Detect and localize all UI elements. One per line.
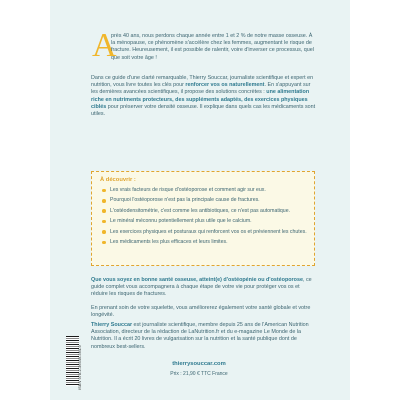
- audience-highlight: Que vous soyez en bonne santé osseuse, atteint(e) d'ostéopénie ou d'ostéoporose: [91, 277, 303, 283]
- bullet-icon: [102, 241, 106, 245]
- list-item-text: Les vrais facteurs de risque d'ostéoporose et comment agir sur eux.: [110, 187, 266, 193]
- bullet-icon: [102, 199, 106, 203]
- intro-paragraph: près 40 ans, nous perdons chaque année entre 1 et 2 % de notre masse osseuse. À la ménopause, ce phénomène s'accélère chez les femmes, augmentant le risque de fracture. Heureusement, il est possible de ralentir, voire d'inverser ce processus, quel que soit votre âge !: [111, 33, 314, 61]
- list-item: [102, 197, 310, 204]
- list-item-text: Les exercices physiques et posturaux qui renforcent vos os et préviennent les chutes.: [110, 228, 307, 235]
- list-item-text: L'ostéodensitométrie, c'est comme les antibiotiques, ce n'est pas automatique.: [110, 207, 291, 214]
- audience-text: , ce guide complet vous accompagnera à chaque étape de votre vie pour protéger vos os et réduire les risques de fractures.: [91, 277, 312, 298]
- list-item-text: Le minéral méconnu potentiellement plus utile que le calcium.: [110, 218, 252, 225]
- bullet-icon: [102, 220, 106, 224]
- bullet-icon: [102, 189, 106, 193]
- closing-paragraph: En prenant soin de votre squelette, vous améliorerez également votre santé globale et votre longévité.: [91, 305, 311, 319]
- description-paragraph: [91, 75, 316, 118]
- list-item: [102, 187, 310, 194]
- list-item: [102, 218, 310, 225]
- list-item-text: Les médicaments les plus efficaces et leurs limites.: [110, 238, 228, 245]
- bullet-icon: [102, 209, 106, 213]
- description-highlight-2: une alimentation riche en nutriments protecteurs, des suppléments adaptés, des exercices physiques ciblés: [91, 89, 310, 110]
- author-name: Thierry Souccar: [91, 322, 133, 328]
- list-item-text: Pourquoi l'ostéoporose n'est pas la principale cause de fractures.: [110, 197, 260, 204]
- list-item: [102, 239, 310, 246]
- author-bio: [91, 322, 316, 351]
- bullet-icon: [102, 230, 106, 234]
- book-back-cover: [50, 0, 350, 400]
- author-bio-text: est journaliste scientifique, membre depuis 25 ans de l'American Nutrition Association, directeur de la rédaction de LaNutrition.fr et du e-magazine Le Monde de la Nutrition. Il a écrit 20 livres de vulgarisation sur la nutrition et la santé publique dont de nombreux best-sellers.: [91, 322, 309, 350]
- list-item: [102, 208, 310, 215]
- discover-title: À découvrir :: [100, 177, 136, 183]
- discover-list: [102, 187, 310, 249]
- description-text-2: . En s'appuyant sur les dernières avancées scientifiques, il propose des solutions concrètes :: [91, 82, 311, 96]
- price-label: Prix : 21,90 € TTC France: [170, 371, 228, 377]
- description-text-3: pour préserver votre densité osseuse. Il explique dans quels cas les médicaments sont utiles.: [91, 103, 316, 118]
- publisher-website: thierrysouccar.com: [172, 361, 226, 367]
- barcode-number: ISBN 978-2-36549-564-9: [77, 345, 82, 390]
- drop-cap: A: [92, 27, 117, 64]
- discover-box: [91, 171, 315, 266]
- list-item: [102, 229, 310, 236]
- description-text-1: Dans ce guide d'une clarté remarquable, Thierry Souccar, journaliste scientifique et expert en nutrition, vous livre toutes les clés pour: [91, 75, 314, 89]
- description-highlight-1: renforcer vos os naturellement: [185, 82, 265, 89]
- audience-paragraph: [91, 277, 316, 299]
